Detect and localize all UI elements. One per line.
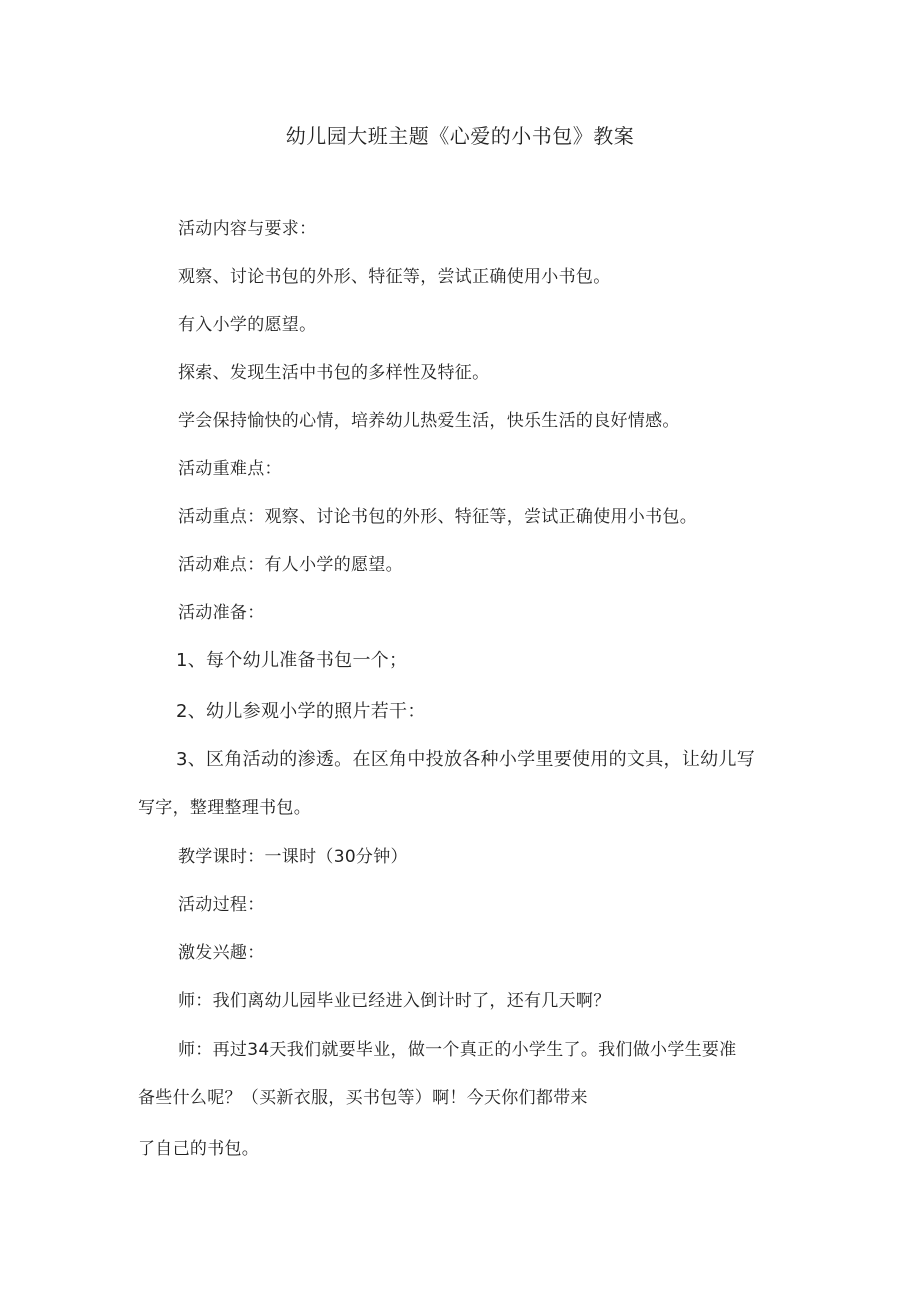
- paragraph: 活动过程：: [178, 895, 265, 915]
- document-title: 幼儿园大班主题《心爱的小书包》教案: [285, 124, 635, 148]
- paragraph: 学会保持愉快的心情，培养幼儿热爱生活，快乐生活的良好情感。: [178, 411, 680, 431]
- list-item: 2、幼儿参观小学的照片若干：: [176, 701, 426, 722]
- list-item: 1、每个幼儿准备书包一个；: [176, 650, 408, 671]
- paragraph: 探索、发现生活中书包的多样性及特征。: [178, 363, 490, 383]
- paragraph: 师：我们离幼儿园毕业已经进入倒计时了，还有几天啊？: [178, 991, 611, 1011]
- paragraph: 观察、讨论书包的外形、特征等，尝试正确使用小书包。: [178, 267, 611, 287]
- paragraph: 活动内容与要求：: [178, 219, 317, 239]
- paragraph-continuation: 了自己的书包。: [138, 1139, 260, 1159]
- paragraph-continuation: 写字，整理整理书包。: [138, 798, 311, 818]
- paragraph: 活动重难点：: [178, 459, 282, 479]
- paragraph: 活动重点：观察、讨论书包的外形、特征等，尝试正确使用小书包。: [178, 507, 697, 527]
- paragraph: 教学课时：一课时（30分钟）: [178, 847, 408, 867]
- paragraph: 有入小学的愿望。: [178, 315, 317, 335]
- paragraph: 师：再过34天我们就要毕业，做一个真正的小学生了。我们做小学生要准: [178, 1040, 737, 1060]
- paragraph: 活动难点：有人小学的愿望。: [178, 555, 403, 575]
- list-item: 3、区角活动的渗透。在区角中投放各种小学里要使用的文具，让幼儿写: [176, 749, 756, 770]
- paragraph-continuation: 备些什么呢？（买新衣服，买书包等）啊！今天你们都带来: [138, 1088, 588, 1108]
- paragraph: 激发兴趣：: [178, 943, 265, 963]
- paragraph: 活动准备：: [178, 603, 265, 623]
